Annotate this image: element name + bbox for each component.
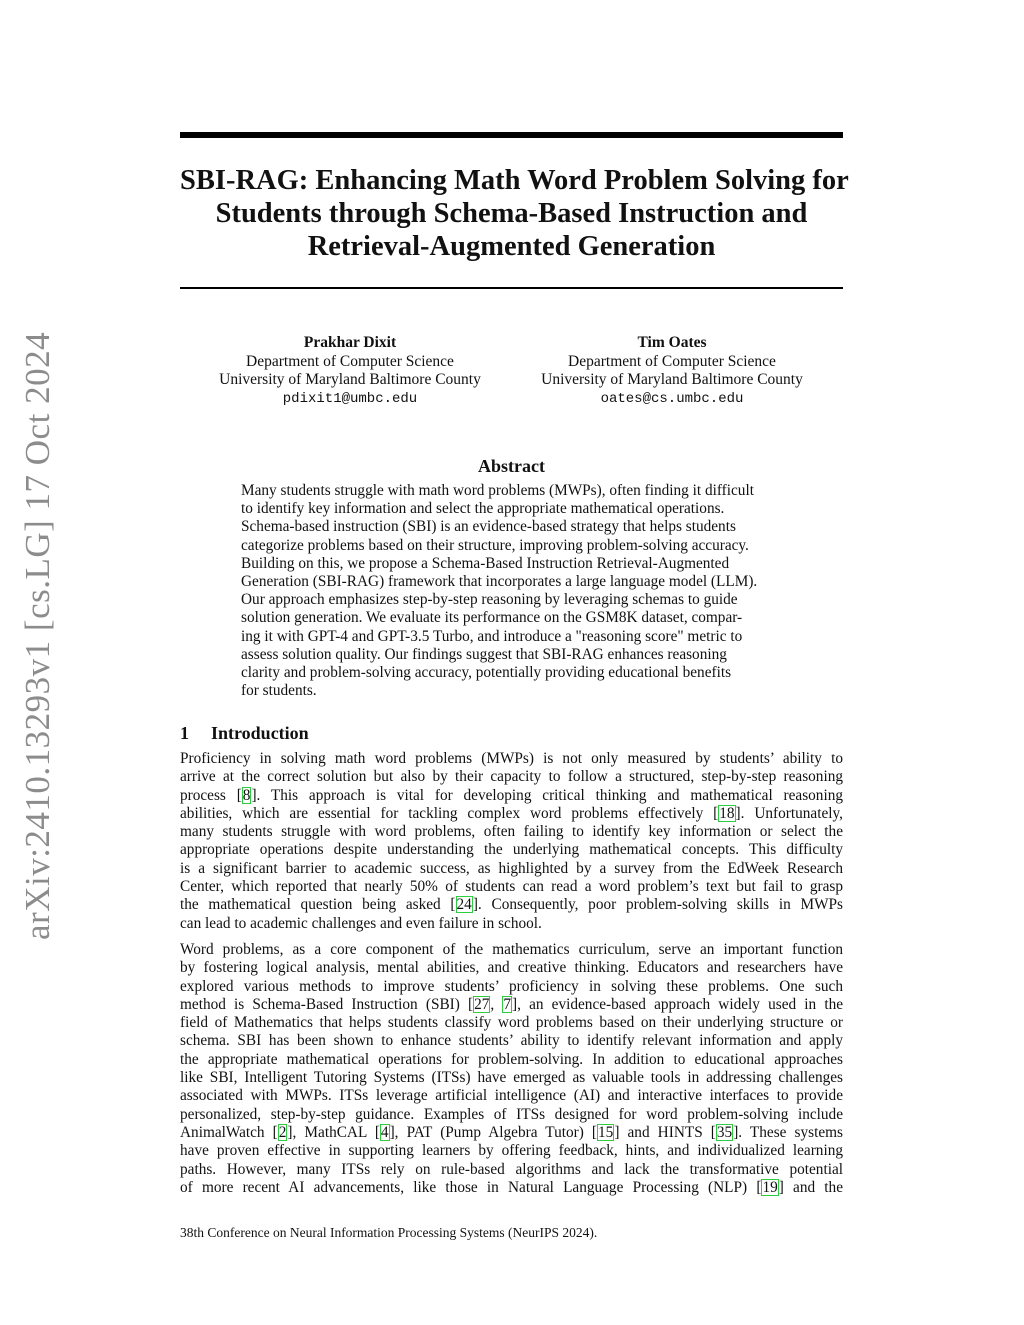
author-email[interactable]: oates@cs.umbc.edu [600, 390, 744, 407]
title-rule [180, 287, 843, 289]
text-fragment: ] and the [778, 1178, 843, 1196]
text-fragment: ]. Consequently, poor problem-solving skills in MWPs [472, 896, 843, 914]
text-fragment: process [ [180, 786, 242, 804]
citation-link[interactable]: 2 [278, 1123, 287, 1141]
text-line: the appropriate mathematical operations for problem-solving. In addition to educational approaches [180, 1050, 843, 1068]
abstract-line: assess solution quality. Our findings suggest that SBI-RAG enhances reasoning [241, 645, 727, 663]
text-line: schema. SBI has been shown to enhance students’ ability to identify relevant information and apply [180, 1032, 843, 1050]
text-fragment: ], PAT (Pump Algebra Tutor) [ [389, 1123, 598, 1141]
text-line: field of Mathematics that helps students classify word problems based on their underlying structure or [180, 1014, 843, 1032]
abstract-line: ing it with GPT-4 and GPT-3.5 Turbo, and introduce a "reasoning score" metric to [241, 627, 743, 645]
abstract-line: categorize problems based on their structure, improving problem-solving accuracy. [241, 536, 749, 554]
text-line: personalized, step-by-step guidance. Examples of ITSs designed for word problem-solving include [180, 1105, 843, 1123]
text-line: Proficiency in solving math word problems (MWPs) is not only measured by students’ ability to [180, 750, 843, 767]
text-fragment: , [490, 995, 503, 1013]
text-fragment: method is Schema-Based Instruction (SBI) [ [180, 995, 474, 1013]
text-line [180, 1179, 843, 1197]
citation-link[interactable]: 24 [456, 896, 472, 914]
section-number: 1 [180, 723, 189, 743]
text-line: arrive at the correct solution but also by their capacity to follow a structured, step-by-step reasoning [180, 768, 843, 786]
citation-link[interactable]: 18 [719, 804, 735, 822]
text-fragment: ]. These systems [733, 1123, 843, 1141]
abstract-line: for students. [241, 682, 317, 700]
text-fragment: ], an evidence-based approach widely used in the [512, 995, 844, 1013]
abstract-line: Schema-based instruction (SBI) is an evidence-based strategy that helps students [241, 518, 736, 536]
text-fragment: the mathematical question being asked [ [180, 896, 456, 914]
text-line: associated with MWPs. ITSs leverage artificial intelligence (AI) and interactive interfaces to provide [180, 1087, 843, 1105]
top-rule [180, 132, 843, 138]
text-fragment: ] and HINTS [ [614, 1123, 716, 1141]
author-block-2 [522, 334, 822, 408]
title-line: Students through Schema-Based Instruction and [215, 198, 808, 229]
text-fragment: AnimalWatch [ [180, 1123, 278, 1141]
abstract-line: Generation (SBI-RAG) framework that incorporates a large language model (LLM). [241, 573, 758, 591]
citation-link[interactable]: 19 [762, 1178, 778, 1196]
citation-link[interactable]: 4 [380, 1123, 389, 1141]
text-line [180, 996, 843, 1014]
abstract-heading: Abstract [478, 456, 545, 476]
paper-title [180, 164, 849, 263]
text-line [180, 1124, 843, 1142]
text-fragment: of more recent AI advancements, like those in Natural Language Processing (NLP) [ [180, 1178, 762, 1196]
title-line: Retrieval-Augmented Generation [307, 231, 716, 262]
text-fragment: ], MathCAL [ [287, 1123, 380, 1141]
section-title: Introduction [211, 723, 309, 743]
author-name: Prakhar Dixit [303, 334, 397, 351]
text-fragment: abilities, which are essential for tackling complex word problems effectively [ [180, 804, 719, 822]
text-line: can lead to academic challenges and even failure in school. [180, 914, 542, 932]
intro-paragraph-1 [180, 750, 843, 933]
citation-link[interactable]: 7 [503, 995, 512, 1013]
abstract-line: Our approach emphasizes step-by-step reasoning by leveraging schemas to guide [241, 591, 738, 609]
text-line: Word problems, as a core component of the mathematics curriculum, serve an important function [180, 941, 843, 958]
text-line: appropriate operations despite understanding the underlying mathematical concepts. This difficulty [180, 841, 843, 859]
citation-link[interactable]: 15 [598, 1123, 614, 1141]
citation-link[interactable]: 27 [474, 995, 490, 1013]
abstract-body [241, 482, 786, 700]
text-line: is a significant barrier to academic success, as highlighted by a survey from the EdWeek Research [180, 859, 843, 877]
abstract-line: solution generation. We evaluate its performance on the GSM8K dataset, compar- [241, 609, 743, 627]
author-university: University of Maryland Baltimore County [219, 371, 481, 388]
citation-link[interactable]: 35 [716, 1123, 733, 1141]
author-department: Department of Computer Science [568, 352, 776, 370]
section-heading [180, 722, 309, 744]
text-line: have proven effective in supporting learners by offering feedback, hints, and individualized learning [180, 1142, 843, 1160]
intro-paragraph-2 [180, 941, 843, 1197]
abstract-line: clarity and problem-solving accuracy, potentially providing educational benefits [241, 664, 732, 682]
text-line: like SBI, Intelligent Tutoring Systems (ITSs) have emerged as valuable tools in addressing challenges [180, 1069, 843, 1087]
text-line [180, 787, 843, 805]
conference-footnote: 38th Conference on Neural Information Processing Systems (NeurIPS 2024). [180, 1225, 598, 1240]
author-department: Department of Computer Science [246, 352, 454, 370]
text-fragment: ]. Unfortunately, [735, 804, 843, 822]
text-line [180, 896, 843, 914]
abstract-line: Many students struggle with math word problems (MWPs), often finding it difficult [241, 482, 754, 499]
citation-link[interactable]: 8 [242, 786, 251, 804]
arxiv-stamp: arXiv:2410.13293v1 [cs.LG] 17 Oct 2024 [18, 331, 57, 940]
abstract-line: to identify key information and select the appropriate mathematical operations. [241, 500, 725, 518]
text-line: by fostering logical analysis, mental abilities, and creative thinking. Educators and researchers have [180, 959, 843, 977]
text-line [180, 805, 843, 823]
text-fragment: ]. This approach is vital for developing critical thinking and mathematical reasoning [251, 786, 843, 804]
text-line: paths. However, many ITSs rely on rule-based algorithms and lack the transformative potential [180, 1160, 843, 1178]
title-line: SBI-RAG: Enhancing Math Word Problem Solving for [180, 165, 849, 196]
abstract-line: Building on this, we propose a Schema-Based Instruction Retrieval-Augmented [241, 554, 730, 572]
author-block-1 [200, 334, 500, 408]
text-line: Center, which reported that nearly 50% of students can read a word problem’s text but fail to grasp [180, 878, 843, 896]
author-name: Tim Oates [637, 334, 707, 351]
text-line: explored various methods to improve students’ proficiency in solving these problems. One such [180, 977, 843, 995]
author-email[interactable]: pdixit1@umbc.edu [282, 390, 418, 407]
text-line: many students struggle with word problems, often failing to identify key information or select the [180, 823, 843, 841]
author-university: University of Maryland Baltimore County [541, 371, 803, 388]
